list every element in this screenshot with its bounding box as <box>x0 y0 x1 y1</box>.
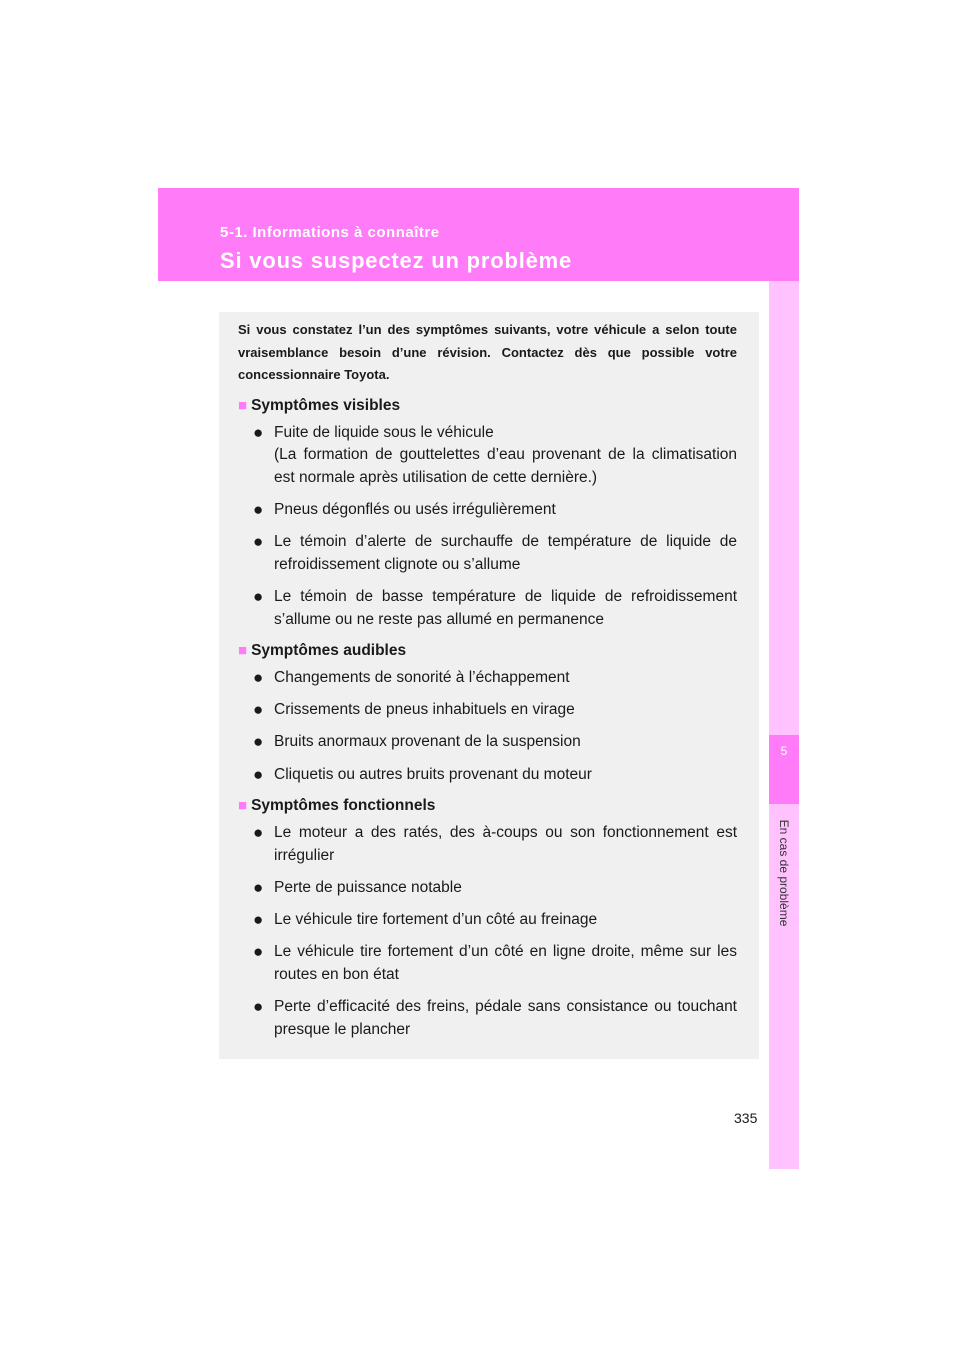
chapter-header <box>158 188 799 281</box>
list-item: ● Le véhicule tire fortement d’un côté au freinage <box>253 909 737 932</box>
chapter-tab-label: En cas de problème <box>777 819 791 927</box>
round-bullet-icon: ● <box>253 823 264 842</box>
list-item: ● Changements de sonorité à l’échappement <box>253 667 737 690</box>
list-item: ● Le témoin de basse température de liquide de refroidissement s’allume ou ne reste pas allumé en permanence <box>253 587 737 628</box>
chapter-sidebar <box>769 281 799 1169</box>
round-bullet-icon: ● <box>253 532 264 551</box>
square-bullet-icon: ■ <box>238 797 248 814</box>
list-item: ● Perte de puissance notable <box>253 877 737 900</box>
round-bullet-icon: ● <box>253 423 264 442</box>
list-item: ● Le véhicule tire fortement d’un côté en ligne droite, même sur les routes en bon état <box>253 942 737 983</box>
list-item: ● Perte d’efficacité des freins, pédale sans consistance ou touchant presque le plancher <box>253 997 737 1038</box>
page-number: 335 <box>734 1110 758 1126</box>
list-item: ● Cliquetis ou autres bruits provenant du moteur <box>253 764 737 787</box>
square-bullet-icon: ■ <box>238 642 248 659</box>
section-heading-audible: ■ Symptômes audibles <box>238 642 407 659</box>
list-item: ● Le moteur a des ratés, des à-coups ou son fonctionnement est irrégulier <box>253 823 737 864</box>
round-bullet-icon: ● <box>253 700 264 719</box>
intro-paragraph: Si vous constatez l’un des symptômes suivants, votre véhicule a selon toute vraisemblance besoin d’une révision. Contactez dès que possible votre concessionnaire Toyota. <box>238 322 737 382</box>
round-bullet-icon: ● <box>253 732 264 751</box>
section-heading-visible: ■ Symptômes visibles <box>238 397 401 414</box>
list-item: ● Fuite de liquide sous le véhicule <box>253 422 737 445</box>
round-bullet-icon: ● <box>253 878 264 897</box>
list-item: ● Bruits anormaux provenant de la suspension <box>253 731 737 754</box>
list-item: ● Pneus dégonflés ou usés irrégulièrement <box>253 499 737 522</box>
round-bullet-icon: ● <box>253 910 264 929</box>
list-item-note: (La formation de gouttelettes d’eau provenant de la climatisation est normale après utilisation de cette dernière.) <box>274 446 737 486</box>
chapter-tab-number[interactable]: 5 <box>769 735 799 804</box>
list-item: ● Crissements de pneus inhabituels en virage <box>253 699 737 722</box>
section-label: 5-1. Informations à connaître <box>220 224 440 241</box>
round-bullet-icon: ● <box>253 942 264 961</box>
section-heading-functional: ■ Symptômes fonctionnels <box>238 797 436 814</box>
list-item: ● Le témoin d’alerte de surchauffe de température de liquide de refroidissement clignote ou s’allume <box>253 532 737 573</box>
round-bullet-icon: ● <box>253 765 264 784</box>
page-title: Si vous suspectez un problème <box>220 248 573 273</box>
round-bullet-icon: ● <box>253 587 264 606</box>
content-box <box>219 312 759 1059</box>
round-bullet-icon: ● <box>253 668 264 687</box>
square-bullet-icon: ■ <box>238 397 248 414</box>
round-bullet-icon: ● <box>253 500 264 519</box>
round-bullet-icon: ● <box>253 997 264 1016</box>
